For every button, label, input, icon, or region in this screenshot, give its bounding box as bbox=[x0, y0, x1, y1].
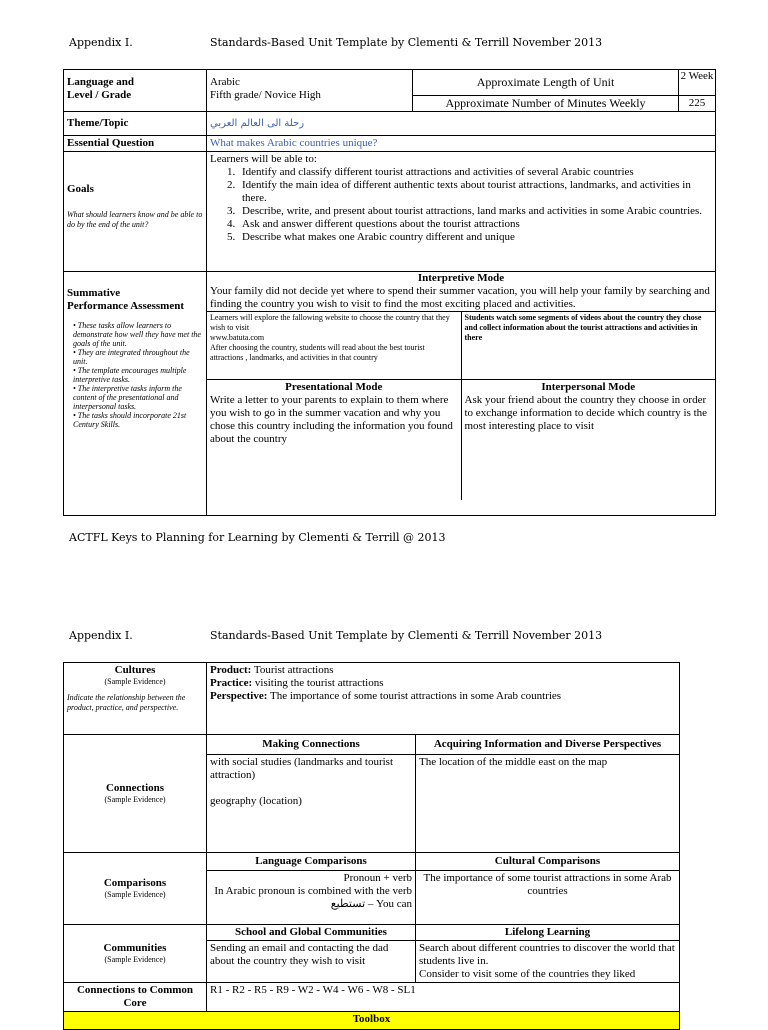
communities-cell bbox=[64, 925, 207, 983]
cultures-cell bbox=[64, 663, 207, 735]
page1-header-right: Standards-Based Unit Template by Clementi & Terrill November 2013 bbox=[210, 36, 603, 49]
theme-label: Theme/Topic bbox=[64, 112, 207, 136]
modes-cell bbox=[207, 272, 716, 516]
summative-label: Summative Performance Assessment bbox=[67, 287, 184, 312]
cultures-note: Indicate the relationship between the product, practice, and perspective. bbox=[67, 693, 186, 712]
connections-label: Connections bbox=[105, 782, 165, 794]
common-core-label: Connections to Common Core bbox=[64, 983, 207, 1012]
comparisons-label: Comparisons bbox=[103, 877, 167, 889]
toolbox-header: Toolbox bbox=[64, 1012, 680, 1030]
language-level-label: Language and Level / Grade bbox=[64, 70, 207, 112]
goal-item: 1. Identify and classify different tourist attractions and activities of several Arabic countries bbox=[238, 166, 712, 179]
minutes-label: Approximate Number of Minutes Weekly bbox=[413, 96, 679, 112]
cultural-comparisons-header: Cultural Comparisons bbox=[416, 853, 680, 871]
goal-item: 3. Describe, write, and present about tourist attractions, land marks and activities in some Arabic countries. bbox=[238, 205, 712, 218]
cultures-content bbox=[207, 663, 680, 735]
theme-value: رحلة الى العالم العربي bbox=[207, 112, 716, 136]
goal-item: 2. Identify the main idea of different authentic texts about tourist attractions, landmarks, and activities in there. bbox=[238, 179, 712, 205]
length-value: 2 Week bbox=[679, 70, 716, 96]
goals-label: Goals bbox=[67, 183, 94, 195]
minutes-value: 225 bbox=[679, 96, 716, 112]
comparisons-cell bbox=[64, 853, 207, 925]
presentational-cell bbox=[207, 380, 461, 500]
presentational-title: Presentational Mode bbox=[285, 381, 383, 393]
connections-sample: (Sample Evidence) bbox=[104, 795, 166, 804]
school-global-text: Sending an email and contacting the dad about the country they wish to visit bbox=[207, 941, 416, 983]
summative-note: • The tasks should incorporate 21st Century Skills. bbox=[73, 411, 187, 429]
goals-cell bbox=[64, 152, 207, 272]
interpretive-title: Interpretive Mode bbox=[417, 272, 505, 284]
summative-note: • These tasks allow learners to demonstrate how well they have met the goals of the unit. bbox=[73, 321, 201, 348]
comparisons-sample: (Sample Evidence) bbox=[104, 890, 166, 899]
acquiring-info-text: The location of the middle east on the map bbox=[416, 755, 680, 853]
interpersonal-cell bbox=[461, 380, 715, 500]
standards-table bbox=[63, 662, 680, 1030]
page2-header-right: Standards-Based Unit Template by Clementi & Terrill November 2013 bbox=[210, 629, 603, 642]
communities-label: Communities bbox=[103, 942, 167, 954]
language-comparisons-text: Pronoun + verb In Arabic pronoun is combined with the verb تستطيع – You can bbox=[207, 871, 416, 925]
summative-note: • They are integrated throughout the unit. bbox=[73, 348, 190, 366]
presentational-text: Write a letter to your parents to explain to them where you wish to go in the summer vacation and why you chose this country including the information you found about the country bbox=[210, 394, 453, 445]
lifelong-header: Lifelong Learning bbox=[416, 925, 680, 941]
page2-header-left: Appendix I. bbox=[69, 629, 133, 642]
interpersonal-text: Ask your friend about the country they choose in order to exchange information to decide which country is the most interesting place to visit bbox=[464, 394, 708, 432]
summative-notes bbox=[67, 321, 203, 429]
interpretive-text: Your family did not decide yet where to spend their summer vacation, you will help your family by searching and finding the country you wish to visit to find the most exciting placed and activities. bbox=[210, 285, 710, 310]
making-connections-header: Making Connections bbox=[207, 735, 416, 755]
product-line: Product: Tourist attractions bbox=[210, 664, 334, 676]
page1-header-left: Appendix I. bbox=[69, 36, 133, 49]
perspective-line: Perspective: The importance of some tourist attractions in some Arab countries bbox=[210, 690, 562, 702]
connections-cell bbox=[64, 735, 207, 853]
cultures-label: Cultures bbox=[114, 664, 156, 676]
goals-intro: Learners will be able to: bbox=[210, 153, 317, 165]
language-level-value: Arabic Fifth grade/ Novice High bbox=[207, 70, 413, 112]
summative-note: • The interpretive tasks inform the content of the presentational and interpersonal tasks. bbox=[73, 384, 182, 411]
lifelong-text: Search about different countries to discover the world that students live in. Consider to visit some of the countries they liked bbox=[416, 941, 680, 983]
school-global-header: School and Global Communities bbox=[207, 925, 416, 941]
unit-template-table bbox=[63, 69, 716, 516]
goals-list bbox=[210, 166, 712, 244]
goals-note: What should learners know and be able to do by the end of the unit? bbox=[67, 210, 203, 229]
practice-line: Practice: visiting the tourist attractions bbox=[210, 677, 384, 689]
acquiring-info-header: Acquiring Information and Diverse Perspectives bbox=[416, 735, 680, 755]
making-connections-text: with social studies (landmarks and tourist attraction) geography (location) bbox=[207, 755, 416, 853]
summative-cell bbox=[64, 272, 207, 516]
essential-question-label: Essential Question bbox=[64, 136, 207, 152]
length-label: Approximate Length of Unit bbox=[413, 70, 679, 96]
cultures-sample: (Sample Evidence) bbox=[104, 677, 166, 686]
summative-note: • The template encourages multiple interpretive tasks. bbox=[73, 366, 187, 384]
communities-sample: (Sample Evidence) bbox=[104, 955, 166, 964]
essential-question-value: What makes Arabic countries unique? bbox=[207, 136, 716, 152]
goals-content bbox=[207, 152, 716, 272]
interpretive-right: Students watch some segments of videos about the country they chose and collect information about the tourist attractions and activities in there bbox=[461, 312, 715, 380]
interpretive-left: Learners will explore the fallowing website to choose the country that they wish to visit www.batuta.com After choosing the country, students will read about the best tourist attractions , landmarks, and activities in that country bbox=[207, 312, 461, 380]
page1-footer: ACTFL Keys to Planning for Learning by Clementi & Terrill @ 2013 bbox=[69, 531, 446, 544]
language-comparisons-header: Language Comparisons bbox=[207, 853, 416, 871]
interpersonal-title: Interpersonal Mode bbox=[541, 381, 636, 393]
goal-item: 4. Ask and answer different questions about the tourist attractions bbox=[238, 218, 712, 231]
goal-item: 5. Describe what makes one Arabic country different and unique bbox=[238, 231, 712, 244]
common-core-value: R1 - R2 - R5 - R9 - W2 - W4 - W6 - W8 - SL1 bbox=[207, 983, 680, 1012]
cultural-comparisons-text: The importance of some tourist attractions in some Arab countries bbox=[416, 871, 680, 925]
